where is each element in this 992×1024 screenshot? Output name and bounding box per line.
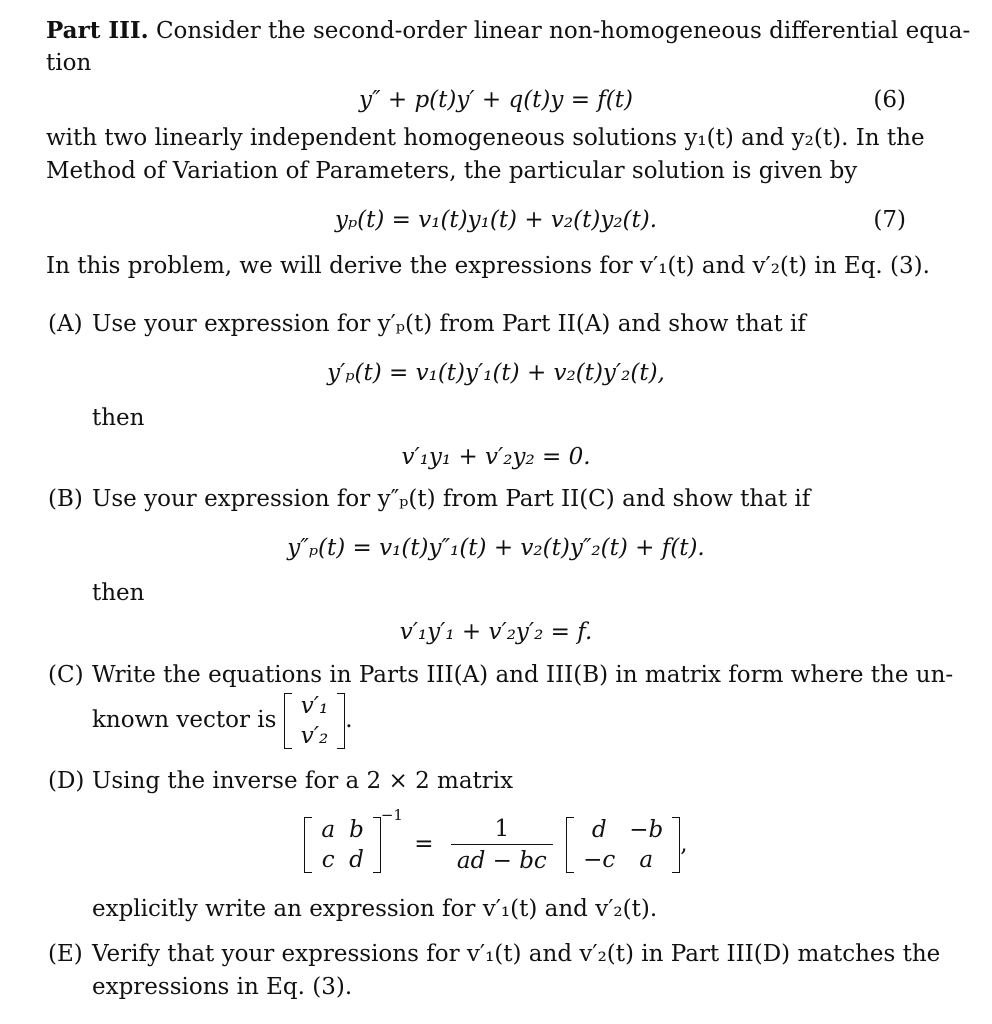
item-d-text: Using the inverse for a 2 × 2 matrix xyxy=(92,768,514,794)
matrix-d: d xyxy=(349,847,364,873)
item-c-text-2: known vector is xyxy=(92,707,277,733)
adj-a: a xyxy=(639,847,654,873)
item-c-line-2 xyxy=(92,690,353,751)
item-e-text-2: expressions in Eq. (3). xyxy=(92,974,353,1000)
intro-text: Consider the second-order linear non-homogeneous differential equa- xyxy=(155,18,971,44)
right-bracket xyxy=(373,817,381,873)
item-c-text-1: Write the equations in Parts III(A) and III(B) in matrix form where the un- xyxy=(92,662,954,688)
right-bracket xyxy=(672,817,680,873)
item-e-label: (E) xyxy=(48,941,83,967)
vector-bottom: v′₂ xyxy=(300,723,329,749)
formula-comma: , xyxy=(680,831,688,857)
item-a-equation-2: v′₁y₁ + v′₂y₂ = 0. xyxy=(401,444,591,470)
left-bracket xyxy=(566,817,574,873)
item-a-equation-1: y′ₚ(t) = v₁(t)y′₁(t) + v₂(t)y′₂(t), xyxy=(327,360,665,386)
paragraph-2-line-2: Method of Variation of Parameters, the particular solution is given by xyxy=(46,158,858,184)
intro-line-2: tion xyxy=(46,50,92,76)
item-a-text: Use your expression for y′ₚ(t) from Part II(A) and show that if xyxy=(92,311,806,337)
item-b-then: then xyxy=(92,580,145,606)
intro-line-1 xyxy=(46,14,971,48)
inverse-formula xyxy=(0,806,992,877)
item-b-text: Use your expression for y″ₚ(t) from Part II(C) and show that if xyxy=(92,486,811,512)
paragraph-2-line-1: with two linearly independent homogeneous solutions y₁(t) and y₂(t). In the xyxy=(46,125,925,151)
item-b-equation-2: v′₁y′₁ + v′₂y′₂ = f. xyxy=(399,619,593,645)
adj-neg-b: −b xyxy=(629,817,664,843)
fraction-numerator: 1 xyxy=(451,814,553,845)
item-a-label: (A) xyxy=(48,311,83,337)
item-b-equation-1: y″ₚ(t) = v₁(t)y″₁(t) + v₂(t)y″₂(t) + f(t). xyxy=(287,535,705,561)
item-d-after: explicitly write an expression for v′₁(t) and v′₂(t). xyxy=(92,896,658,922)
matrix-abcd xyxy=(304,815,380,875)
item-c-label: (C) xyxy=(48,662,84,688)
item-a-then: then xyxy=(92,405,145,431)
item-c-period: . xyxy=(345,707,353,733)
fraction xyxy=(451,814,553,877)
left-bracket xyxy=(304,817,312,873)
matrix-a: a xyxy=(321,817,336,843)
vector-top: v′₁ xyxy=(300,693,329,719)
adj-d: d xyxy=(591,817,607,843)
item-d-label: (D) xyxy=(48,768,85,794)
equals-sign: = xyxy=(414,831,434,857)
matrix-c: c xyxy=(321,847,335,873)
right-bracket xyxy=(337,693,345,749)
adjugate-matrix xyxy=(566,815,680,875)
fraction-denominator: ad − bc xyxy=(456,847,547,874)
adj-neg-c: −c xyxy=(583,847,616,873)
equation-7: yₚ(t) = v₁(t)y₁(t) + v₂(t)y₂(t). xyxy=(334,207,658,233)
matrix-b: b xyxy=(349,817,364,843)
equation-7-number: (7) xyxy=(873,207,906,233)
item-b-label: (B) xyxy=(48,486,83,512)
unknown-vector xyxy=(284,691,345,751)
equation-6: y″ + p(t)y′ + q(t)y = f(t) xyxy=(358,87,633,113)
inverse-exponent: −1 xyxy=(380,806,403,825)
item-e-text-1: Verify that your expressions for v′₁(t) and v′₂(t) in Part III(D) matches the xyxy=(92,941,941,967)
equation-6-number: (6) xyxy=(873,87,906,113)
part-heading: Part III. xyxy=(46,17,149,44)
left-bracket xyxy=(284,693,292,749)
paragraph-3: In this problem, we will derive the expressions for v′₁(t) and v′₂(t) in Eq. (3). xyxy=(46,253,930,279)
